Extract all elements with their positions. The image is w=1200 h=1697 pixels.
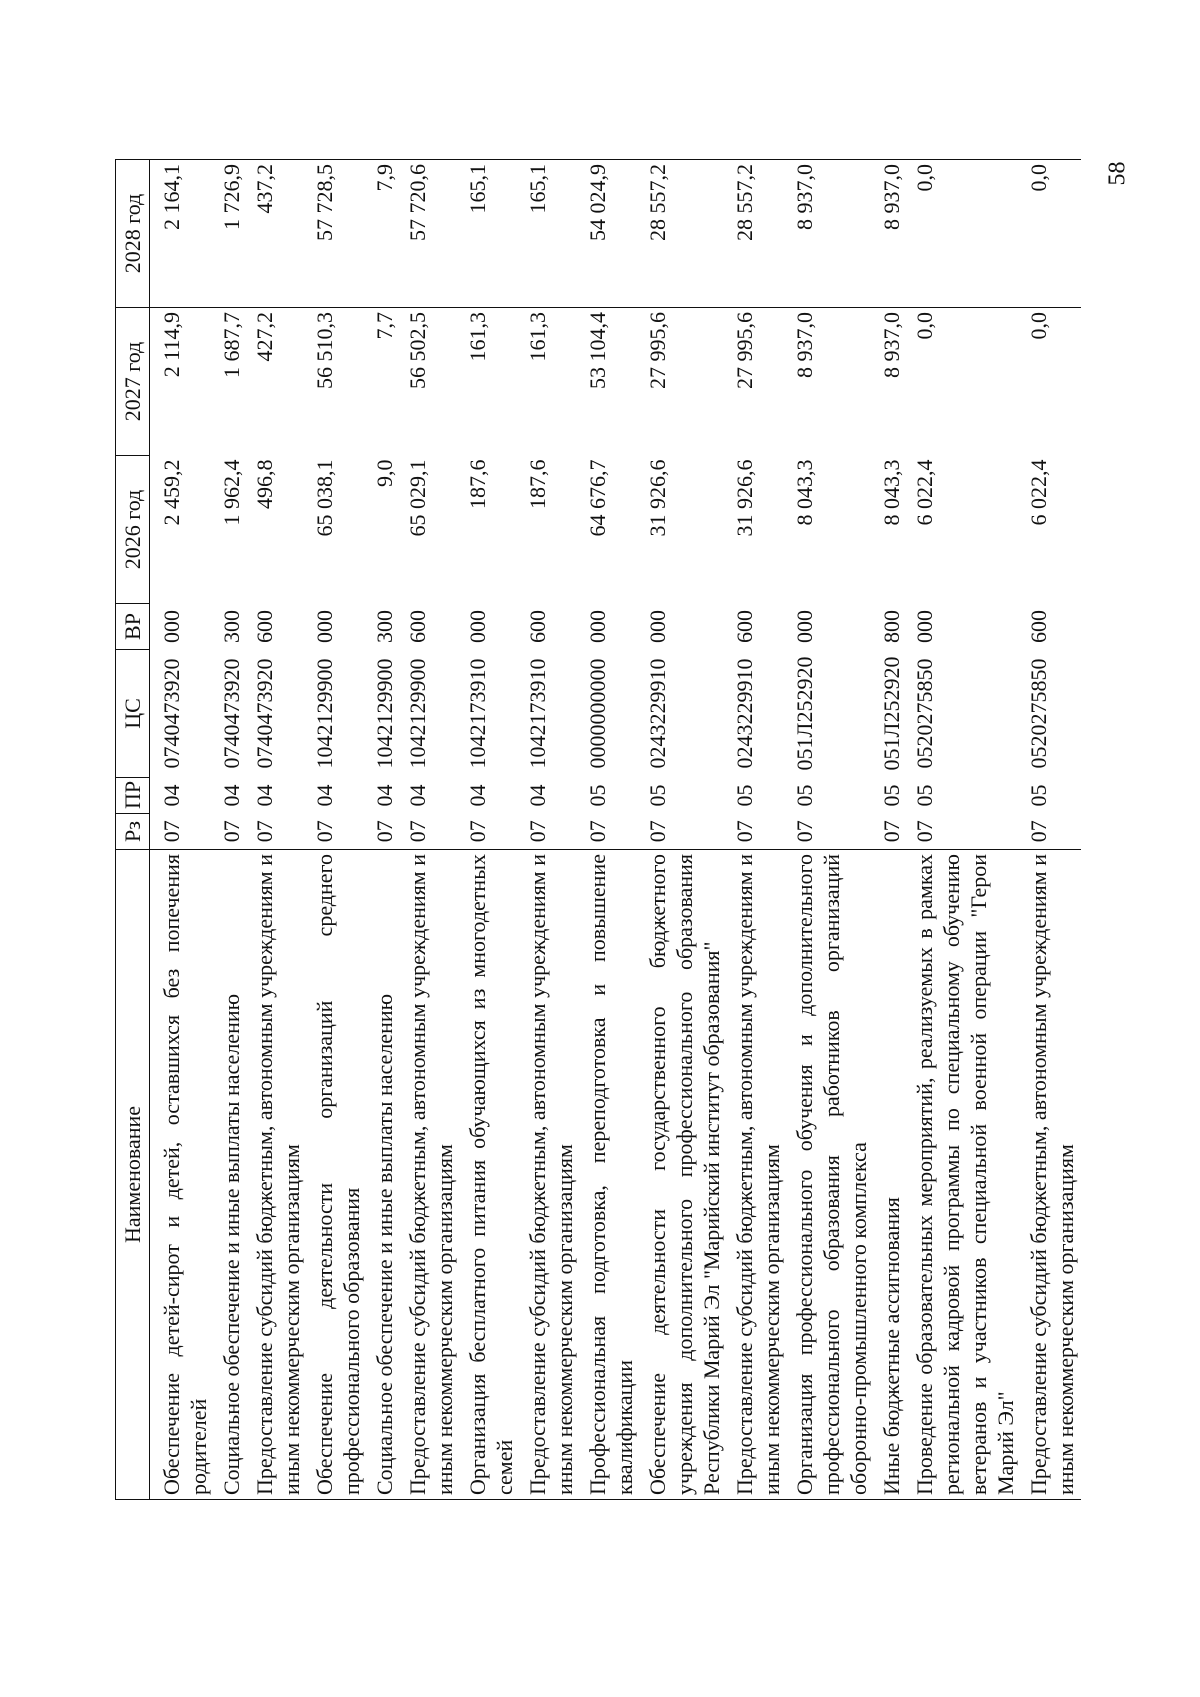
table-row bbox=[307, 160, 367, 1500]
cell-vr: 000 bbox=[645, 610, 670, 643]
cell-2028: 28 557,2 bbox=[727, 160, 787, 308]
cell-name: Предоставление субсидий бюджетным, автономным учреждениям и иным некоммерческим организациям bbox=[247, 850, 307, 1500]
cell-2026: 496,8 bbox=[252, 459, 277, 509]
cell-vr: 300 bbox=[219, 610, 244, 643]
cell-2027: 7,7 bbox=[372, 312, 397, 340]
cell-vr: 600 bbox=[1026, 610, 1051, 643]
cell-2026: 31 926,6 bbox=[732, 459, 757, 537]
cell-rz: 07 bbox=[1026, 820, 1051, 843]
cell-vr: 000 bbox=[912, 610, 937, 643]
table-row bbox=[400, 160, 460, 1500]
cell-pr: 04 bbox=[372, 784, 397, 807]
cell-2026: 187,6 bbox=[525, 459, 550, 509]
cell-rz: 07 bbox=[732, 820, 757, 843]
header-pr: ПР bbox=[116, 778, 150, 814]
cell-name: Предоставление субсидий бюджетным, автономным учреждениям и иным некоммерческим организациям bbox=[520, 850, 580, 1500]
cell-2026: 6 022,4 bbox=[912, 459, 937, 526]
cell-name: Предоставление субсидий бюджетным, автономным учреждениям и иным некоммерческим организациям bbox=[727, 850, 787, 1500]
cell-2026: 6 022,4 bbox=[1026, 459, 1051, 526]
cell-name: Организация бесплатного питания обучающихся из многодетных семей bbox=[460, 850, 520, 1500]
cell-pr: 05 bbox=[732, 784, 757, 807]
cell-pr: 04 bbox=[525, 784, 550, 807]
cell-2027: 8 937,0 bbox=[792, 312, 817, 378]
cell-2028: 2 164,1 bbox=[150, 160, 215, 308]
table-row bbox=[640, 160, 727, 1500]
table-body bbox=[150, 160, 1082, 1500]
cell-2028: 165,1 bbox=[460, 160, 520, 308]
cell-2027: 27 995,6 bbox=[645, 312, 670, 389]
cell-2027: 56 502,5 bbox=[405, 312, 430, 389]
cell-cs: 1042173910 bbox=[525, 658, 550, 769]
cell-2027: 53 104,4 bbox=[585, 312, 610, 389]
cell-vr: 000 bbox=[585, 610, 610, 643]
cell-pr: 05 bbox=[792, 784, 817, 807]
cell-2026: 9,0 bbox=[372, 459, 397, 487]
cell-2026: 8 043,3 bbox=[792, 459, 817, 526]
cell-2028: 57 720,6 bbox=[400, 160, 460, 308]
header-name: Наименование bbox=[116, 850, 150, 1500]
table-row bbox=[247, 160, 307, 1500]
cell-pr: 04 bbox=[159, 784, 184, 807]
cell-cs: 051Л252920 bbox=[792, 656, 817, 771]
cell-rz: 07 bbox=[792, 820, 817, 843]
cell-2026: 31 926,6 bbox=[645, 459, 670, 537]
table-row bbox=[520, 160, 580, 1500]
cell-2026: 2 459,2 bbox=[159, 459, 184, 526]
cell-vr: 000 bbox=[159, 610, 184, 643]
cell-pr: 05 bbox=[879, 784, 904, 807]
cell-2026: 65 038,1 bbox=[312, 459, 337, 537]
cell-2027: 2 114,9 bbox=[159, 312, 184, 378]
cell-name: Обеспечение деятельности государственного бюджетного учреждения дополнительного профессионального образования Республики Марий Эл "Марийский институт образования" bbox=[640, 850, 727, 1500]
cell-2028: 165,1 bbox=[520, 160, 580, 308]
cell-vr: 600 bbox=[525, 610, 550, 643]
cell-2027: 161,3 bbox=[465, 312, 490, 362]
table-row bbox=[727, 160, 787, 1500]
cell-rz: 07 bbox=[645, 820, 670, 843]
cell-2028: 1 726,9 bbox=[214, 160, 247, 308]
cell-2028: 0,0 bbox=[1021, 160, 1081, 308]
header-vr: ВР bbox=[116, 604, 150, 650]
cell-2028: 8 937,0 bbox=[874, 160, 907, 308]
cell-name: Обеспечение деятельности организаций среднего профессионального образования bbox=[307, 850, 367, 1500]
cell-pr: 04 bbox=[465, 784, 490, 807]
cell-2026: 65 029,1 bbox=[405, 459, 430, 537]
cell-2027: 0,0 bbox=[912, 312, 937, 340]
cell-cs: 0740473920 bbox=[252, 658, 277, 769]
cell-cs: 1042129900 bbox=[405, 658, 430, 769]
cell-cs: 051Л252920 bbox=[879, 656, 904, 771]
cell-rz: 07 bbox=[159, 820, 184, 843]
cell-name: Профессиональная подготовка, переподготовка и повышение квалификации bbox=[580, 850, 640, 1500]
cell-rz: 07 bbox=[879, 820, 904, 843]
cell-vr: 000 bbox=[792, 610, 817, 643]
cell-pr: 04 bbox=[219, 784, 244, 807]
table-row bbox=[460, 160, 520, 1500]
cell-2028: 8 937,0 bbox=[787, 160, 874, 308]
cell-2026: 1 962,4 bbox=[219, 459, 244, 526]
cell-rz: 07 bbox=[405, 820, 430, 843]
cell-vr: 600 bbox=[405, 610, 430, 643]
cell-name: Социальное обеспечение и иные выплаты населению bbox=[367, 850, 400, 1500]
cell-cs: 0243229910 bbox=[645, 658, 670, 769]
cell-vr: 000 bbox=[465, 610, 490, 643]
cell-2027: 0,0 bbox=[1026, 312, 1051, 340]
table-row bbox=[787, 160, 874, 1500]
cell-name: Проведение образовательных мероприятий, реализуемых в рамках региональной кадровой программы по специальному обучению ветеранов и участников специальной военной операции "Герои Марий Эл" bbox=[907, 850, 1021, 1500]
cell-2026: 187,6 bbox=[465, 459, 490, 509]
cell-name: Предоставление субсидий бюджетным, автономным учреждениям и иным некоммерческим организациям bbox=[1021, 850, 1081, 1500]
cell-vr: 000 bbox=[312, 610, 337, 643]
header-2028: 2028 год bbox=[116, 160, 150, 308]
cell-pr: 04 bbox=[252, 784, 277, 807]
cell-pr: 05 bbox=[1026, 784, 1051, 807]
cell-cs: 1042129900 bbox=[312, 658, 337, 769]
cell-2027: 56 510,3 bbox=[312, 312, 337, 389]
page-number: 58 bbox=[1104, 161, 1131, 186]
cell-cs: 1042173910 bbox=[465, 658, 490, 769]
header-2026: 2026 год bbox=[116, 456, 150, 604]
table-row bbox=[580, 160, 640, 1500]
cell-cs: 0740473920 bbox=[219, 658, 244, 769]
cell-2028: 0,0 bbox=[907, 160, 1021, 308]
cell-rz: 07 bbox=[585, 820, 610, 843]
header-2027: 2027 год bbox=[116, 308, 150, 456]
cell-name: Иные бюджетные ассигнования bbox=[874, 850, 907, 1500]
cell-name: Предоставление субсидий бюджетным, автономным учреждениям и иным некоммерческим организациям bbox=[400, 850, 460, 1500]
table-row bbox=[1021, 160, 1081, 1500]
cell-2028: 54 024,9 bbox=[580, 160, 640, 308]
cell-pr: 05 bbox=[912, 784, 937, 807]
cell-pr: 04 bbox=[405, 784, 430, 807]
cell-vr: 600 bbox=[252, 610, 277, 643]
cell-vr: 800 bbox=[879, 610, 904, 643]
table-row bbox=[367, 160, 400, 1500]
cell-rz: 07 bbox=[912, 820, 937, 843]
cell-pr: 04 bbox=[312, 784, 337, 807]
cell-2027: 27 995,6 bbox=[732, 312, 757, 389]
cell-2028: 437,2 bbox=[247, 160, 307, 308]
header-cs: ЦС bbox=[116, 650, 150, 778]
cell-rz: 07 bbox=[465, 820, 490, 843]
cell-name: Социальное обеспечение и иные выплаты населению bbox=[214, 850, 247, 1500]
cell-2028: 28 557,2 bbox=[640, 160, 727, 308]
cell-pr: 05 bbox=[585, 784, 610, 807]
cell-cs: 0000000000 bbox=[585, 658, 610, 769]
cell-2027: 1 687,7 bbox=[219, 312, 244, 378]
cell-rz: 07 bbox=[219, 820, 244, 843]
cell-cs: 0243229910 bbox=[732, 658, 757, 769]
budget-table bbox=[115, 159, 1081, 1500]
cell-rz: 07 bbox=[525, 820, 550, 843]
cell-name: Обеспечение детей-сирот и детей, оставшихся без попечения родителей bbox=[150, 850, 215, 1500]
cell-cs: 0520275850 bbox=[1026, 658, 1051, 769]
cell-pr: 05 bbox=[645, 784, 670, 807]
header-rz: Рз bbox=[116, 814, 150, 850]
table-row bbox=[150, 160, 215, 1500]
cell-2026: 8 043,3 bbox=[879, 459, 904, 526]
cell-rz: 07 bbox=[252, 820, 277, 843]
cell-2027: 8 937,0 bbox=[879, 312, 904, 378]
cell-2027: 427,2 bbox=[252, 312, 277, 362]
table-row bbox=[874, 160, 907, 1500]
cell-2028: 57 728,5 bbox=[307, 160, 367, 308]
cell-cs: 0520275850 bbox=[912, 658, 937, 769]
cell-vr: 300 bbox=[372, 610, 397, 643]
cell-rz: 07 bbox=[372, 820, 397, 843]
table-row bbox=[907, 160, 1021, 1500]
cell-rz: 07 bbox=[312, 820, 337, 843]
cell-2026: 64 676,7 bbox=[585, 459, 610, 537]
table-header bbox=[116, 160, 150, 1500]
cell-2027: 161,3 bbox=[525, 312, 550, 362]
cell-2028: 7,9 bbox=[367, 160, 400, 308]
cell-cs: 0740473920 bbox=[159, 658, 184, 769]
cell-name: Организация профессионального обучения и дополнительного профессионального образования работников организаций оборонно-промышленного комплекса bbox=[787, 850, 874, 1500]
cell-vr: 600 bbox=[732, 610, 757, 643]
table-row bbox=[214, 160, 247, 1500]
cell-cs: 1042129900 bbox=[372, 658, 397, 769]
rotated-table-container bbox=[115, 160, 1078, 1500]
